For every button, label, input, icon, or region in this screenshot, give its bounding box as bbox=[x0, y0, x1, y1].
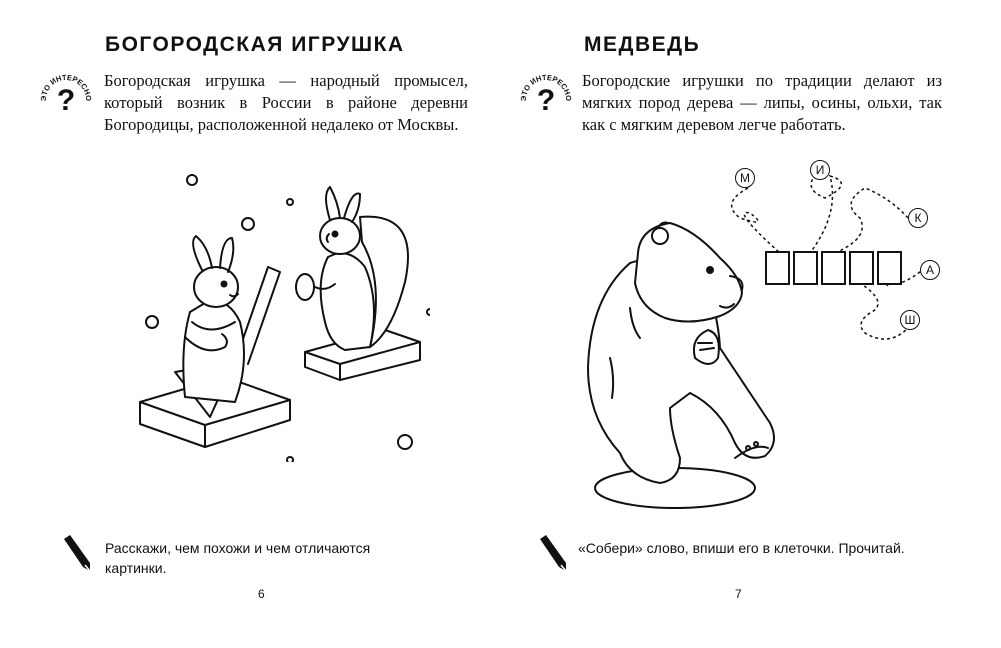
page-title: МЕДВЕДЬ bbox=[584, 33, 701, 56]
answer-cell-5[interactable] bbox=[877, 251, 902, 285]
page-title: БОГОРОДСКАЯ ИГРУШКА bbox=[105, 33, 405, 56]
letter-node-k: К bbox=[908, 208, 928, 228]
pencil-icon bbox=[60, 533, 94, 573]
letter-node-i: И bbox=[810, 160, 830, 180]
right-page bbox=[500, 0, 1001, 648]
intro-text: Богородские игрушки по традиции делают из мягких пород дерева — липы, осины, ольхи, так как с мягким деревом легче работать. bbox=[582, 71, 942, 134]
badge-label: ЭТО ИНТЕРЕСНО bbox=[518, 72, 574, 102]
letter-node-a: А bbox=[920, 260, 940, 280]
task-text: Расскажи, чем похожи и чем отличаются картинки. bbox=[105, 540, 371, 576]
intro-text: Богородская игрушка — народный промысел, который возник в России в районе деревни Богородицы, расположенной недалеко от Москвы. bbox=[104, 71, 468, 134]
interesting-fact-badge-icon bbox=[38, 66, 94, 122]
answer-cell-3[interactable] bbox=[821, 251, 846, 285]
page-number: 6 bbox=[258, 587, 265, 601]
letter-node-sh: Ш bbox=[900, 310, 920, 330]
pencil-icon bbox=[536, 533, 570, 573]
dashed-paths bbox=[570, 158, 990, 513]
task-text: «Собери» слово, впиши его в клеточки. Прочитай. bbox=[578, 540, 905, 556]
badge-label: ЭТО ИНТЕРЕСНО bbox=[38, 72, 94, 102]
page-number: 7 bbox=[735, 587, 742, 601]
answer-cell-1[interactable] bbox=[765, 251, 790, 285]
left-page bbox=[0, 0, 500, 648]
badge-question-mark: ? bbox=[56, 84, 76, 117]
badge-question-mark: ? bbox=[536, 84, 556, 117]
answer-cell-2[interactable] bbox=[793, 251, 818, 285]
hare-and-squirrel-illustration bbox=[130, 172, 430, 462]
interesting-fact-badge-icon bbox=[518, 66, 574, 122]
bear-word-puzzle-area bbox=[570, 158, 990, 513]
answer-cell-4[interactable] bbox=[849, 251, 874, 285]
letter-node-m: М bbox=[735, 168, 755, 188]
word-puzzle bbox=[570, 158, 990, 513]
